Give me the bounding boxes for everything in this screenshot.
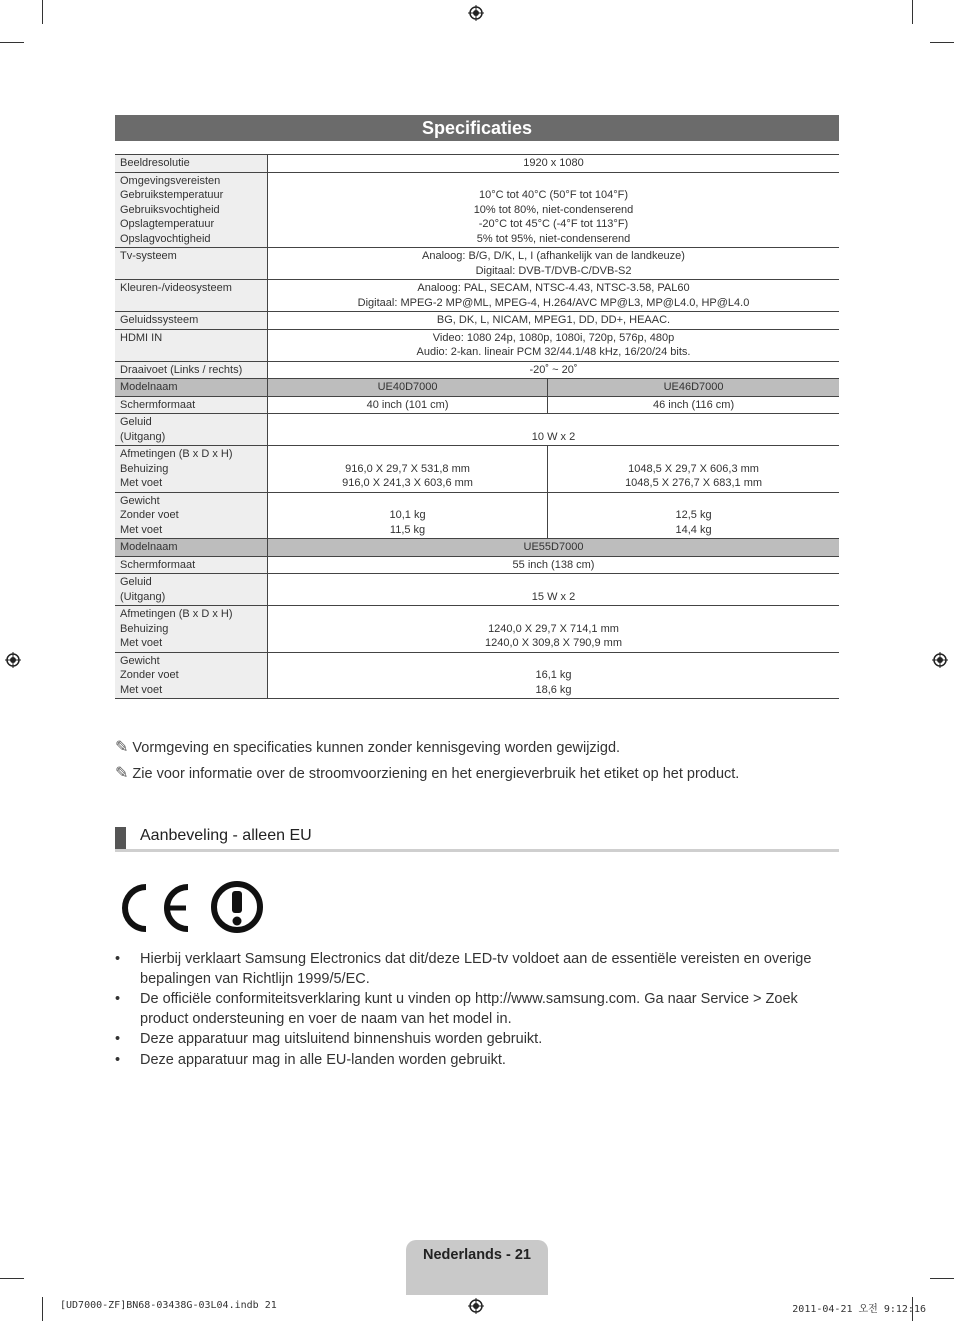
spec-label: Gewicht Zonder voet Met voet [115,492,268,539]
spec-value: 40 inch (101 cm) [268,396,548,414]
spec-value: UE40D7000 [268,379,548,397]
list-item: • Deze apparatuur mag in alle EU-landen worden gebruikt. [115,1051,835,1071]
registration-mark-icon [468,1298,484,1314]
spec-value: 10°C tot 40°C (50°F tot 104°F) 10% tot 80%, niet-condenserend -20°C tot 45°C (-4°F tot 113°F) 5% tot 95%, niet-condenserend [268,172,840,248]
slug-left: [UD7000-ZF]BN68-03438G-03L04.indb 21 [60,1300,277,1311]
spec-label: Geluid (Uitgang) [115,574,268,606]
table-row [115,312,839,330]
registration-mark-icon [932,652,948,668]
spec-value: 10,1 kg 11,5 kg [268,492,548,539]
bullet-list [115,950,835,1071]
spec-value: 916,0 X 29,7 X 531,8 mm 916,0 X 241,3 X 603,6 mm [268,446,548,493]
list-item: • Deze apparatuur mag uitsluitend binnenshuis worden gebruikt. [115,1030,835,1050]
spec-value: UE55D7000 [268,539,840,557]
spec-label: HDMI IN [115,329,268,361]
table-row [115,539,839,557]
spec-label: Geluid (Uitgang) [115,414,268,446]
list-item: • Hierbij verklaart Samsung Electronics dat dit/deze LED-tv voldoet aan de essentiële vereisten en overige bepalingen van Richtlijn 1999/5/EC. [115,951,812,987]
table-row [115,574,839,606]
spec-label: Schermformaat [115,396,268,414]
note-text: Zie voor informatie over de stroomvoorziening en het energieverbruik het etiket op het product. [132,766,740,782]
spec-value: 1240,0 X 29,7 X 714,1 mm 1240,0 X 309,8 X 790,9 mm [268,606,840,653]
table-row [115,606,839,653]
note-item [115,764,739,790]
spec-label: Tv-systeem [115,248,268,280]
bullet-icon: • [115,951,121,967]
notes [115,738,739,790]
bullet-icon: • [115,991,121,1007]
table-row [115,155,839,173]
spec-label: Afmetingen (B x D x H) Behuizing Met voet [115,446,268,493]
spec-value: 15 W x 2 [268,574,840,606]
spec-value: Video: 1080 24p, 1080p, 1080i, 720p, 576p, 480p Audio: 2-kan. lineair PCM 32/44.1/48 kHz, 16/20/24 bits. [268,329,840,361]
crop-mark [912,0,913,24]
table-row [115,414,839,446]
spec-label: Kleuren-/videosysteem [115,280,268,312]
pencil-icon: ✎ [115,765,129,782]
spec-label: Modelnaam [115,379,268,397]
crop-mark [42,1297,43,1321]
spec-label: Afmetingen (B x D x H) Behuizing Met voet [115,606,268,653]
table-row [115,361,839,379]
note-item [115,738,739,764]
table-row [115,446,839,493]
section-marker [115,827,126,849]
table-row [115,492,839,539]
spec-value: 46 inch (116 cm) [548,396,839,414]
spec-value: 1048,5 X 29,7 X 606,3 mm 1048,5 X 276,7 X 683,1 mm [548,446,839,493]
spec-label: Omgevingsvereisten Gebruikstemperatuur Gebruiksvochtigheid Opslagtemperatuur Opslagvochtigheid [115,172,268,248]
spec-label: Modelnaam [115,539,268,557]
spec-value: 55 inch (138 cm) [268,556,840,574]
table-row [115,172,839,248]
spec-label: Geluidssysteem [115,312,268,330]
crop-mark [930,1278,954,1279]
page-title: Specificaties [115,115,839,141]
spec-label: Schermformaat [115,556,268,574]
section-title: Aanbeveling - alleen EU [140,827,312,844]
list-item: • De officiële conformiteitsverklaring kunt u vinden op http://www.samsung.com. Ga naar Service > Zoek product ondersteuning en voer de naam van het model in. [115,991,798,1027]
spec-value: 12,5 kg 14,4 kg [548,492,839,539]
crop-mark [42,0,43,24]
table-row [115,280,839,312]
spec-label: Beeldresolutie [115,155,268,173]
spec-value: 10 W x 2 [268,414,840,446]
spec-value: -20˚ ~ 20˚ [268,361,840,379]
registration-mark-icon [5,652,21,668]
table-row [115,379,839,397]
spec-value: BG, DK, L, NICAM, MPEG1, DD, DD+, HEAAC. [268,312,840,330]
table-row [115,652,839,699]
pencil-icon: ✎ [115,739,129,756]
spec-label: Draaivoet (Links / rechts) [115,361,268,379]
table-row [115,556,839,574]
crop-mark [0,42,24,43]
bullet-icon: • [115,1051,121,1068]
page-number-tab [406,1240,548,1295]
spec-table [115,154,839,699]
slug-right: 2011-04-21 오전 9:12:16 [792,1304,926,1315]
note-text: Vormgeving en specificaties kunnen zonder kennisgeving worden gewijzigd. [132,740,621,756]
crop-mark [930,42,954,43]
table-row [115,396,839,414]
spec-value: Analoog: B/G, D/K, L, I (afhankelijk van de landkeuze) Digitaal: DVB-T/DVB-C/DVB-S2 [268,248,840,280]
page-label: Nederlands - 21 [423,1247,531,1263]
registration-mark-icon [468,5,484,21]
ce-alert-mark-icon [118,878,268,938]
spec-value: Analoog: PAL, SECAM, NTSC-4.43, NTSC-3.58, PAL60 Digitaal: MPEG-2 MP@ML, MPEG-4, H.264/AVC MP@L3, MP@L4.0, HP@L4.0 [268,280,840,312]
spec-label: Gewicht Zonder voet Met voet [115,652,268,699]
section-heading [115,825,839,852]
table-row [115,248,839,280]
bullet-icon: • [115,1031,121,1047]
spec-value: 16,1 kg 18,6 kg [268,652,840,699]
table-row [115,329,839,361]
spec-value: 1920 x 1080 [268,155,840,173]
crop-mark [0,1278,24,1279]
spec-value: UE46D7000 [548,379,839,397]
